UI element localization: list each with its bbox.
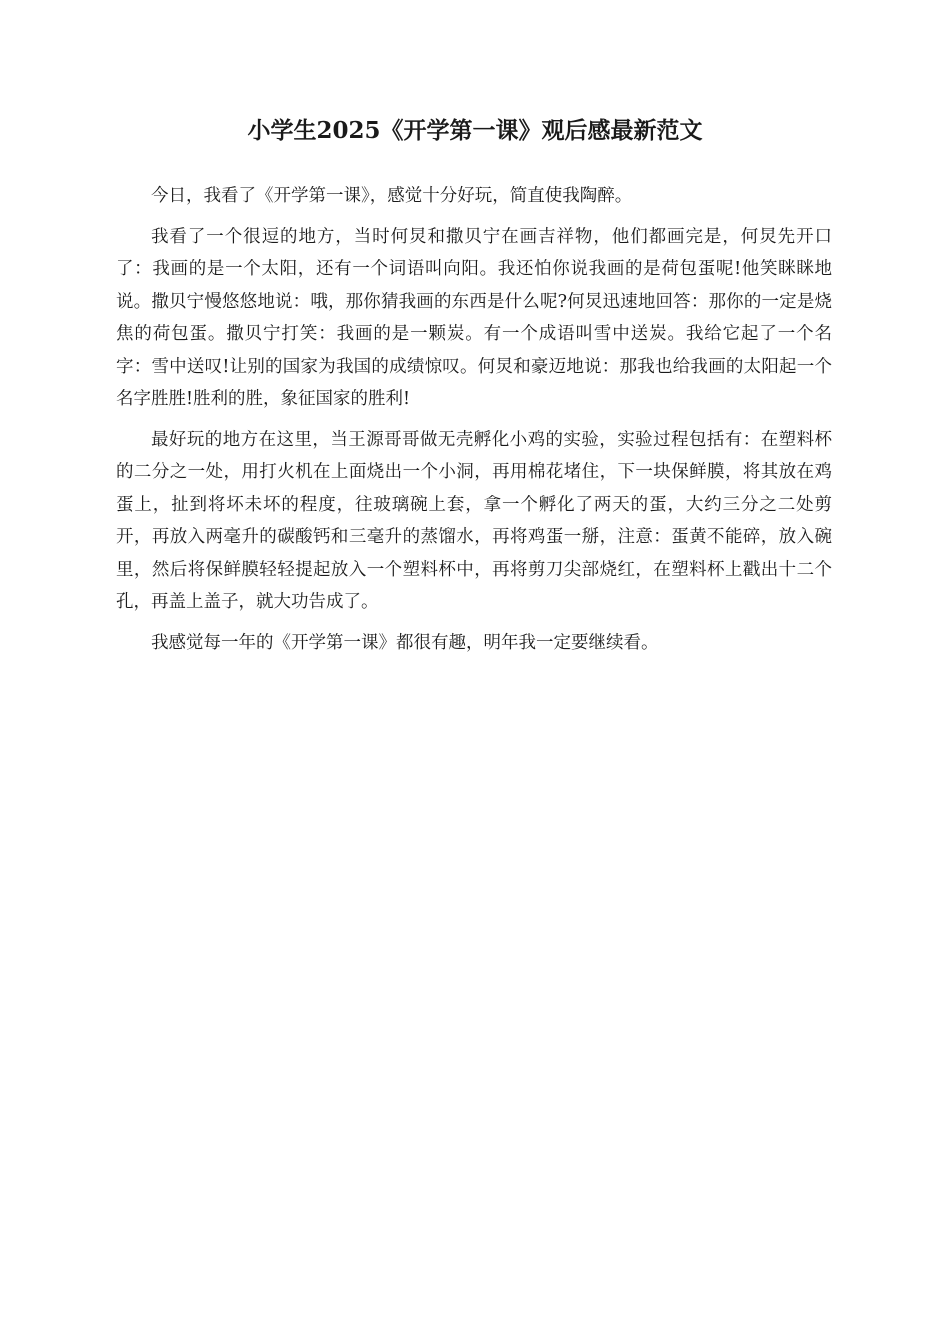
paragraph-4: 我感觉每一年的《开学第一课》都很有趣，明年我一定要继续看。 [151, 632, 659, 653]
paragraph-2: 我看了一个很逗的地方，当时何炅和撒贝宁在画吉祥物，他们都画完是，何炅先开口了：我画的是一个太阳，还有一个词语叫向阳。我还怕你说我画的是荷包蛋呢!他笑眯眯地说。撒贝宁慢悠悠地说：哦，那你猜我画的东西是什么呢?何炅迅速地回答：那你的一定是烧焦的荷包蛋。撒贝宁打笑：我画的是一颗炭。有一个成语叫雪中送炭。我给它起了一个名字：雪中送叹!让别的国家为我国的成绩惊叹。何炅和豪迈地说：那我也给我画的太阳起一个名字胜胜!胜利的胜，象征国家的胜利! [116, 226, 832, 409]
document-title: 小学生2025《开学第一课》观后感最新范文 [247, 117, 703, 144]
paragraph-1: 今日，我看了《开学第一课》，感觉十分好玩，简直使我陶醉。 [151, 186, 633, 206]
document-body [116, 180, 832, 667]
paragraph-3: 最好玩的地方在这里，当王源哥哥做无壳孵化小鸡的实验，实验过程包括有：在塑料杯的二分之一处，用打火机在上面烧出一个小洞，再用棉花堵住，下一块保鲜膜，将其放在鸡蛋上，扯到将坏未坏的程度，往玻璃碗上套，拿一个孵化了两天的蛋，大约三分之二处剪开，再放入两毫升的碳酸钙和三毫升的蒸馏水，再将鸡蛋一掰，注意：蛋黄不能碎，放入碗里，然后将保鲜膜轻轻提起放入一个塑料杯中，再将剪刀尖部烧红，在塑料杯上戳出十二个孔，再盖上盖子，就大功告成了。 [116, 429, 832, 612]
